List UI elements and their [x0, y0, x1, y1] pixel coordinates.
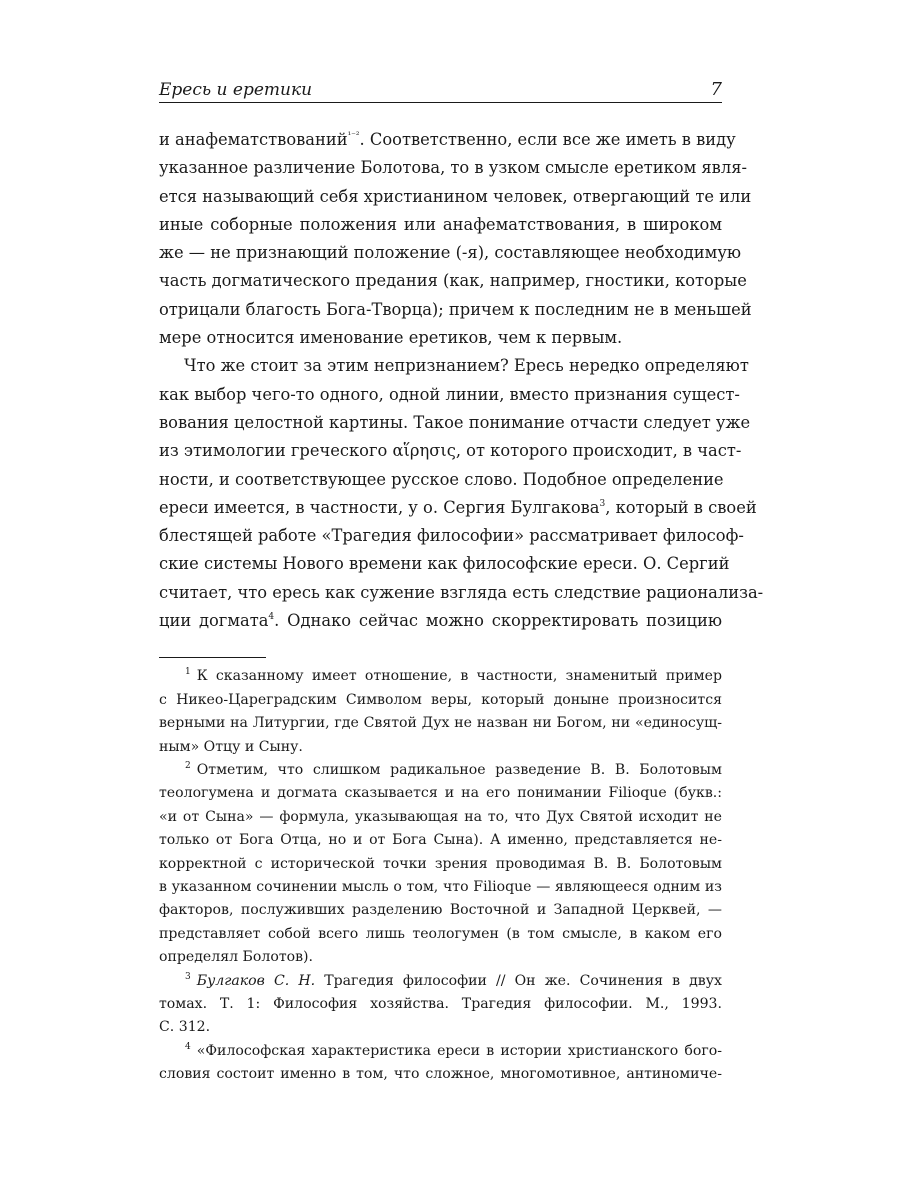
footnote-line: ным» Отцу и Сыну. — [159, 738, 303, 755]
footnote-ref[interactable]: ¹⁻² — [347, 131, 360, 141]
footnote-line: «и от Сына» — формула, указывающая на то, что Дух Святой исходит не — [159, 808, 722, 825]
footnote-number: 1 — [185, 667, 191, 678]
text-line: и анафематствований$^{^{1-2}}$. Соответственно, если все же иметь в виду — [159, 130, 736, 149]
footnote-number: 4 — [185, 1041, 191, 1052]
text-line: часть догматического предания (как, например, гностики, которые — [159, 271, 747, 291]
text-line: вования целостной картины. Такое понимание отчасти следует уже — [159, 412, 751, 432]
text-line: ереси имеется, в частности, у о. Сергия Булгакова$^3$, который в своей — [159, 497, 757, 517]
footnote-line: $^2$ Отметим, что слишком радикальное разведение В. В. Болотовым — [185, 760, 722, 778]
footnote-line: факторов, послуживших разделению Восточной и Западной Церквей, — — [159, 902, 722, 919]
footnote-line: определял Болотов). — [159, 949, 314, 966]
footnote-ref[interactable]: 4 — [268, 612, 275, 623]
footnote-ref[interactable]: 3 — [599, 498, 606, 509]
footnote-line: $^3$ Булгаков С. Н. Трагедия философии // Он же. Сочинения в двух — [185, 971, 722, 989]
text-line: как выбор чего-то одного, одной линии, вместо признания сущест- — [159, 384, 740, 404]
text-line: Что же стоит за этим непризнанием? Ересь нередко определяют — [184, 356, 749, 376]
running-title: Ересь и еретики — [159, 80, 313, 100]
text-line: же — не признающий положение (-я), составляющее необходимую — [159, 243, 742, 263]
footnote-4 — [159, 1040, 722, 1087]
footnote-line: томах. Т. 1: Философия хозяйства. Трагедия философии. М., 1993. — [159, 996, 722, 1013]
footnote-line: С. 312. — [159, 1019, 211, 1036]
footnote-line: теологумена и догмата сказывается и на его понимании Filioque (букв.: — [159, 785, 722, 802]
footnote-line: $^1$ К сказанному имеет отношение, в частности, знаменитый пример — [185, 667, 722, 685]
footnote-line: корректной с исторической точки зрения проводимая В. В. Болотовым — [159, 855, 722, 872]
footnote-line: только от Бога Отца, но и от Бога Сына). А именно, представляется не- — [159, 832, 722, 849]
footnote-number: 3 — [185, 971, 191, 982]
footnote-line: $^4$ «Философская характеристика ереси в истории христианского бого- — [185, 1041, 722, 1059]
footnotes — [159, 665, 722, 1086]
footnote-3 — [159, 970, 722, 1040]
footnote-number: 2 — [185, 760, 191, 771]
footnote-line: словия состоит именно в том, что сложное, многомотивное, антиномиче- — [159, 1066, 722, 1083]
text-line: ции догмата$^4$. Однако сейчас можно скорректировать позицию — [159, 611, 722, 631]
page — [159, 74, 764, 1087]
footnote-2 — [159, 759, 722, 970]
footnote-line: представляет собой всего лишь теологумен (в том смысле, в каком его — [159, 925, 722, 942]
text-line: из этимологии греческого αἵρησις, от которого происходит, в част- — [159, 441, 742, 461]
footnote-1 — [159, 665, 722, 759]
body-text — [159, 126, 764, 635]
text-line: ские системы Нового времени как философские ереси. О. Сергий — [159, 554, 730, 574]
text-line: указанное различение Болотова, то в узком смысле еретиком явля- — [159, 158, 747, 178]
paragraph-1 — [159, 126, 752, 352]
text-line: иные соборные положения или анафематствования, в широком — [159, 214, 722, 234]
page-number: 7 — [710, 79, 722, 100]
footnote-line: с Никео-Цареградским Символом веры, который доныне произносится — [159, 691, 722, 708]
running-head — [159, 74, 722, 103]
text-line: отрицали благость Бога-Творца); причем к последним не в меньшей — [159, 299, 752, 319]
footnote-separator — [159, 657, 266, 658]
footnote-line: в указанном сочинении мысль о том, что Filioque — являющееся одним из — [159, 879, 722, 895]
paragraph-2 — [159, 352, 764, 635]
text-line: считает, что ересь как сужение взгляда есть следствие рационализа- — [159, 582, 764, 602]
text-line: мере относится именование еретиков, чем к первым. — [159, 328, 623, 348]
footnote-line: верными на Литургии, где Святой Дух не назван ни Богом, ни «единосущ- — [159, 715, 722, 732]
text-line: ности, и соответствующее русское слово. Подобное определение — [159, 469, 724, 489]
text-line: блестящей работе «Трагедия философии» рассматривает философ- — [159, 526, 744, 546]
footnote-author: Булгаков С. Н. — [196, 972, 316, 989]
text-line: ется называющий себя христианином человек, отвергающий те или — [159, 186, 752, 206]
